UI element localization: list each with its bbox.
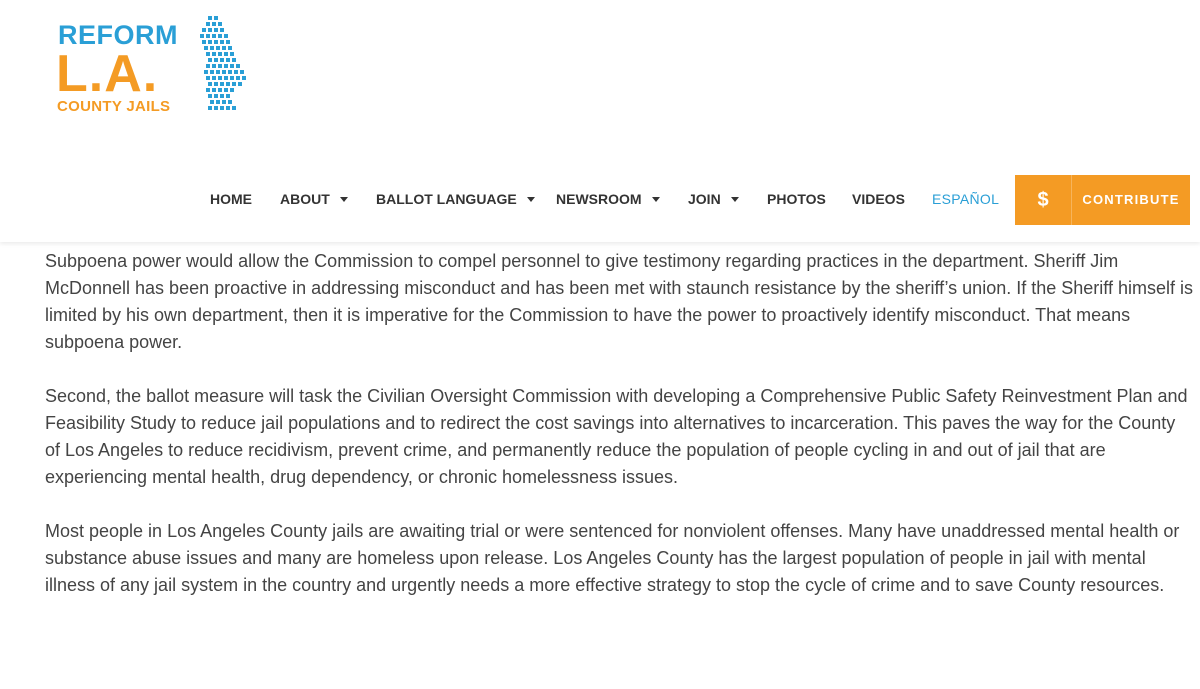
nav-item-espanol[interactable] xyxy=(932,175,999,225)
site-logo[interactable] xyxy=(56,14,256,116)
site-header xyxy=(0,0,1200,242)
nav-item-label: NEWSROOM xyxy=(556,191,642,207)
logo-text-reform: REFORM xyxy=(58,20,178,50)
nav-item-label: HOME xyxy=(210,191,252,207)
nav-item-label: PHOTOS xyxy=(767,191,826,207)
nav-item-home[interactable] xyxy=(210,175,252,225)
nav-item-about[interactable] xyxy=(280,175,348,225)
nav-item-label: JOIN xyxy=(688,191,721,207)
nav-item-photos[interactable] xyxy=(767,175,826,225)
nav-item-label: VIDEOS xyxy=(852,191,905,207)
article-paragraph: Subpoena power would allow the Commission to compel personnel to give testimony regarding practices in the department. Sheriff Jim McDonnell has been proactive in addressing misconduct and has been met with staunch resistance by the sheriff’s union. If the Sheriff himself is limited by his own department, then it is imperative for the Commission to have the power to proactively identify misconduct. That means subpoena power. xyxy=(45,251,1193,352)
contribute-button[interactable] xyxy=(1015,175,1190,225)
chevron-down-icon xyxy=(527,197,535,202)
article-body xyxy=(45,248,1193,626)
article-paragraph: Second, the ballot measure will task the Civilian Oversight Commission with developing a Comprehensive Public Safety Reinvestment Plan and Feasibility Study to reduce jail populations and to redirect the cost savings into alternatives to incarceration. This paves the way for the County of Los Angeles to reduce recidivism, prevent crime, and permanently reduce the population of people cycling in and out of jail that are experiencing mental health, drug dependency, or chronic homelessness issues. xyxy=(45,386,1188,487)
logo-text-county-jails: COUNTY JAILS xyxy=(57,98,171,115)
nav-item-label: ABOUT xyxy=(280,191,330,207)
nav-item-label: BALLOT LANGUAGE xyxy=(376,191,517,207)
nav-item-ballot-language[interactable] xyxy=(376,175,535,225)
nav-item-videos[interactable] xyxy=(852,175,905,225)
article-paragraph: Most people in Los Angeles County jails are awaiting trial or were sentenced for nonviolent offenses. Many have unaddressed mental health or substance abuse issues and many are homeless upon release. Los Angeles County has the largest population of people in jail with mental illness of any jail system in the country and urgently needs a more effective strategy to stop the cycle of crime and to save County resources. xyxy=(45,521,1180,595)
logo-text-la: L.A. xyxy=(56,45,159,103)
nav-item-join[interactable] xyxy=(688,175,739,225)
chevron-down-icon xyxy=(652,197,660,202)
contribute-label: CONTRIBUTE xyxy=(1082,192,1180,207)
chevron-down-icon xyxy=(340,197,348,202)
nav-item-newsroom[interactable] xyxy=(556,175,660,225)
nav-item-label: ESPAÑOL xyxy=(932,191,1000,207)
chevron-down-icon xyxy=(731,197,739,202)
dollar-icon: $ xyxy=(1037,189,1049,211)
la-county-map-icon xyxy=(196,14,252,116)
